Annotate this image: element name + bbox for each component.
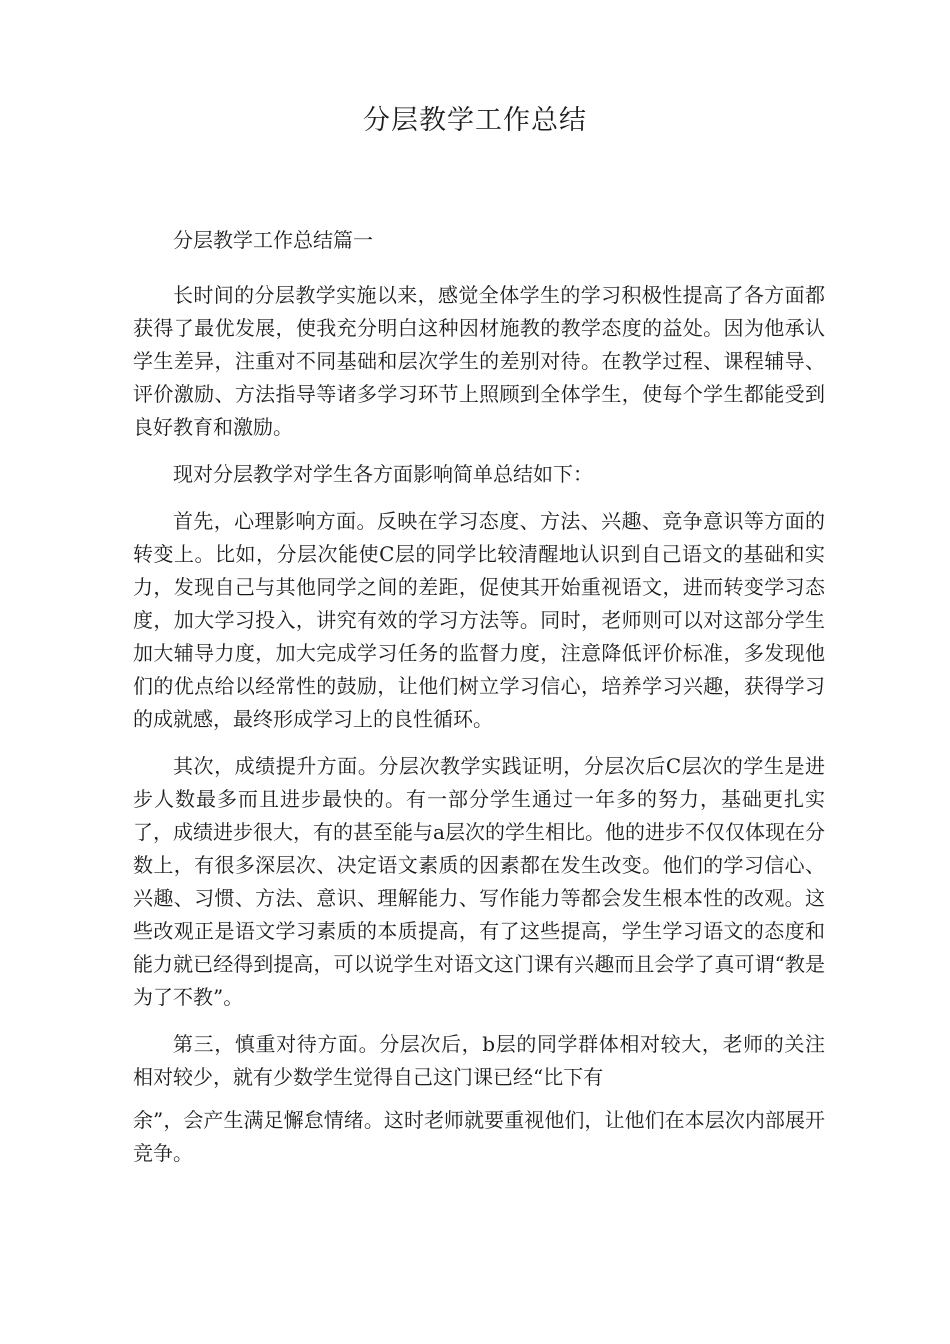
paragraph-grades: 其次，成绩提升方面。分层次教学实践证明，分层次后C层次的学生是进步人数最多而且进步最快的。有一部分学生通过一年多的努力，基础更扎实了，成绩进步很大，有的甚至能与a层次的学生相比。他的进步不仅仅体现在分数上，有很多深层次、决定语文素质的因素都在发生改变。他们的学习信心、兴趣、习惯、方法、意识、理解能力、写作能力等都会发生根本性的改观。这些改观正是语文学习素质的本质提高，有了这些提高，学生学习语文的态度和能力就已经得到提高，可以说学生对语文这门课有兴趣而且会学了真可谓“教是为了不教”。 (133, 754, 825, 1009)
paragraph-caution-continued: 余”，会产生满足懈怠情绪。这时老师就要重视他们，让他们在本层次内部展开竞争。 (133, 1108, 825, 1165)
paragraph-intro: 长时间的分层教学实施以来，感觉全体学生的学习积极性提高了各方面都获得了最优发展，使我充分明白这种因材施教的教学态度的益处。因为他承认学生差异，注重对不同基础和层次学生的差别对待。在教学过程、课程辅导、评价激励、方法指导等诸多学习环节上照顾到全体学生，使每个学生都能受到良好教育和激励。 (133, 283, 825, 439)
section-heading: 分层教学工作总结篇一 (173, 228, 373, 252)
document-body (133, 224, 825, 1184)
paragraph-psychology: 首先，心理影响方面。反映在学习态度、方法、兴趣、竞争意识等方面的转变上。比如，分层次能使C层的同学比较清醒地认识到自己语文的基础和实力，发现自己与其他同学之间的差距，促使其开始重视语文，进而转变学习态度，加大学习投入，讲究有效的学习方法等。同时，老师则可以对这部分学生加大辅导力度，加大完成学习任务的监督力度，注意降低评价标准，多发现他们的优点给以经常性的鼓励，让他们树立学习信心，培养学习兴趣，获得学习的成就感，最终形成学习上的良性循环。 (133, 509, 825, 731)
document-title: 分层教学工作总结 (363, 105, 587, 136)
paragraph-summary-lead: 现对分层教学对学生各方面影响简单总结如下： (173, 462, 593, 486)
paragraph-caution: 第三，慎重对待方面。分层次后，b层的同学群体相对较大，老师的关注相对较少，就有少数学生觉得自己这门课已经“比下有 (133, 1032, 825, 1089)
